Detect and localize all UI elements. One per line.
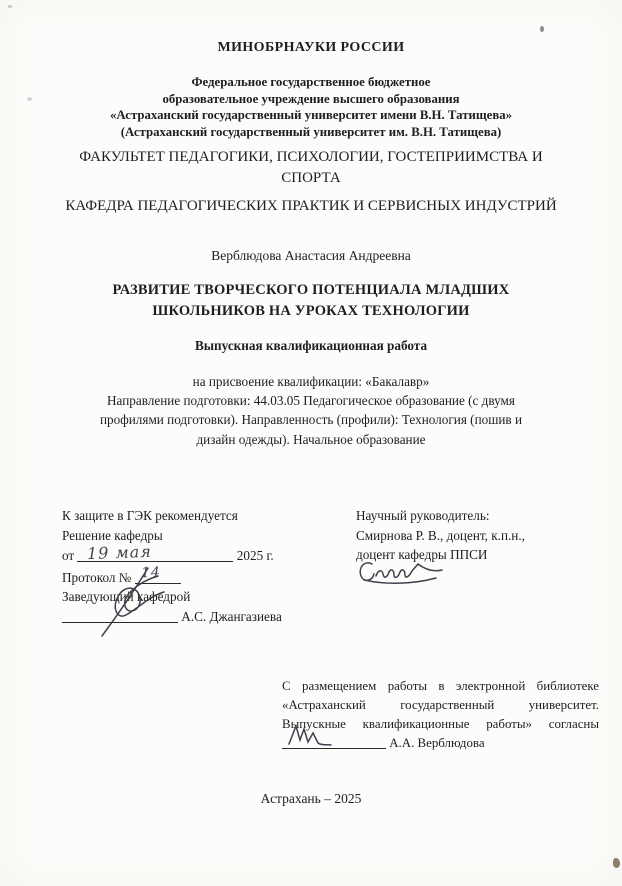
supervisor-label: Научный руководитель: bbox=[356, 508, 490, 523]
approval-decision: Решение кафедры bbox=[62, 527, 163, 543]
scan-artifact bbox=[27, 97, 32, 101]
qualification-line: на присвоение квалификации: «Бакалавр» bbox=[192, 374, 430, 389]
consent-signature-line bbox=[282, 734, 599, 753]
head-name: А.С. Джангазиева bbox=[181, 608, 282, 624]
head-signature-line bbox=[62, 608, 178, 623]
institution-line: (Астраханский государственный университет им. В.Н. Татищева) bbox=[120, 124, 502, 139]
consent-block bbox=[282, 677, 599, 753]
protocol-blank-line bbox=[135, 564, 181, 584]
consent-signature-blank bbox=[282, 734, 386, 749]
approval-block bbox=[62, 506, 312, 626]
approval-date-line bbox=[62, 541, 312, 566]
protocol-label: Протокол № bbox=[62, 569, 132, 585]
thesis-title bbox=[0, 280, 622, 322]
consent-line: Выпускные квалификационные работы» согласны bbox=[282, 717, 599, 731]
supervisor-name: Смирнова Р. В., доцент, к.п.н., bbox=[356, 527, 525, 543]
approval-recommendation: К защите в ГЭК рекомендуется bbox=[62, 508, 238, 523]
scan-artifact bbox=[613, 858, 620, 868]
program-block bbox=[0, 372, 622, 449]
author-name: Верблюдова Анастасия Андреевна bbox=[211, 248, 411, 263]
supervisor-block bbox=[356, 506, 596, 565]
thesis-title-line: РАЗВИТИЕ ТВОРЧЕСКОГО ПОТЕНЦИАЛА МЛАДШИХ bbox=[112, 282, 510, 298]
institution-line: образовательное учреждение высшего образования bbox=[162, 91, 460, 106]
city-year: Астрахань – 2025 bbox=[260, 791, 362, 806]
head-title: Заведующий кафедрой bbox=[62, 589, 191, 604]
date-prefix: от bbox=[62, 548, 75, 563]
consent-line: «Астраханский государственный университет. bbox=[282, 698, 599, 712]
consent-line: С размещением работы в электронной библиотеке bbox=[282, 679, 599, 693]
date-blank-line bbox=[77, 541, 233, 563]
ministry-heading: МИНОБРНАУКИ РОССИИ bbox=[217, 40, 405, 55]
protocol-line bbox=[62, 564, 312, 588]
institution-line: «Астраханский государственный университет имени В.Н. Татищева» bbox=[109, 108, 513, 122]
faculty-line: ФАКУЛЬТЕТ ПЕДАГОГИКИ, ПСИХОЛОГИИ, ГОСТЕПРИИМСТВА И bbox=[79, 149, 543, 165]
department-heading: КАФЕДРА ПЕДАГОГИЧЕСКИХ ПРАКТИК И СЕРВИСНЫХ ИНДУСТРИЙ bbox=[65, 198, 557, 214]
date-suffix: 2025 г. bbox=[236, 548, 274, 563]
work-type: Выпускная квалификационная работа bbox=[194, 338, 428, 353]
scan-artifact bbox=[540, 26, 544, 32]
institution-line: Федеральное государственное бюджетное bbox=[191, 75, 431, 89]
program-line: дизайн одежды). Начальное образование bbox=[196, 431, 426, 447]
handwritten-date: 19 мая bbox=[87, 541, 153, 563]
institution-block bbox=[0, 74, 622, 140]
handwritten-protocol-number: 14 bbox=[140, 564, 161, 582]
program-line: Направление подготовки: 44.03.05 Педагогическое образование (с двумя bbox=[107, 393, 515, 409]
head-name-line bbox=[62, 607, 312, 627]
thesis-title-line: ШКОЛЬНИКОВ НА УРОКАХ ТЕХНОЛОГИИ bbox=[152, 303, 470, 319]
program-line: профилями подготовки). Направленность (профили): Технология (пошив и bbox=[99, 412, 523, 428]
faculty-heading bbox=[0, 147, 622, 189]
scan-artifact bbox=[8, 5, 12, 8]
consent-signatory-name: А.А. Верблюдова bbox=[389, 736, 485, 750]
faculty-line: СПОРТА bbox=[281, 170, 341, 186]
supervisor-position: доцент кафедры ППСИ bbox=[356, 547, 488, 562]
